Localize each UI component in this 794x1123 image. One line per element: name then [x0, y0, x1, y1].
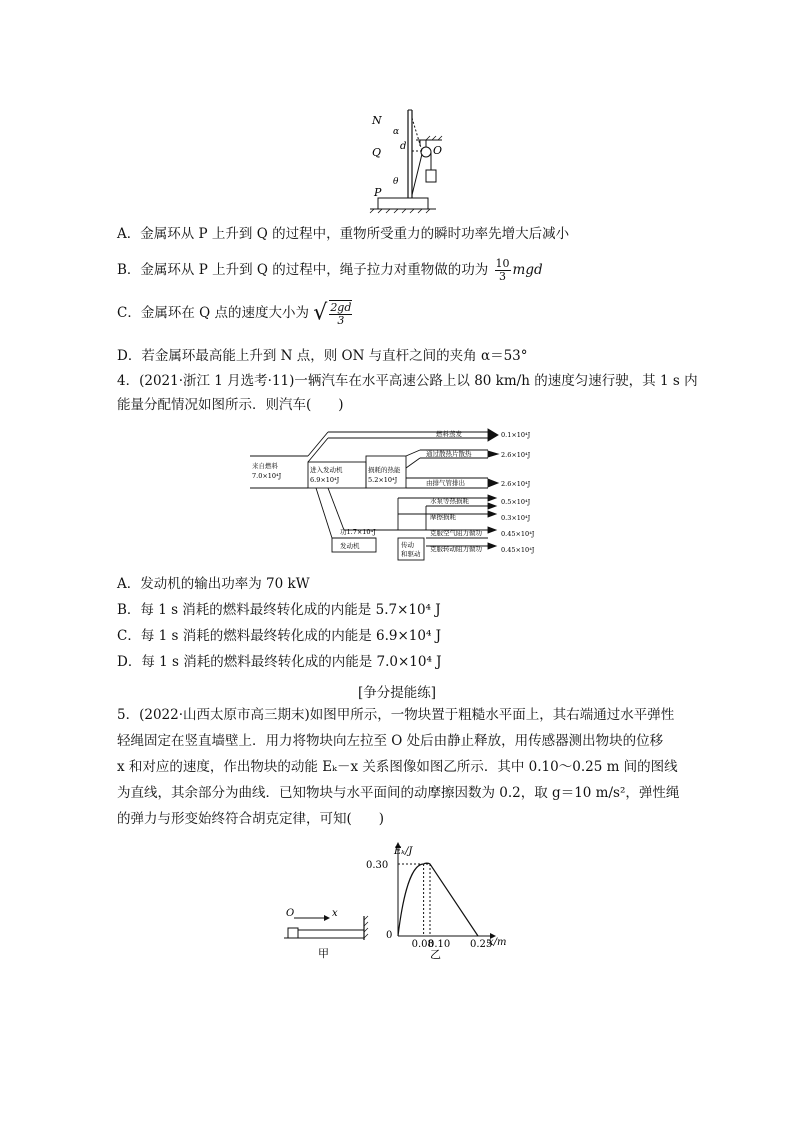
chart-ylabel: Eₖ/J — [394, 846, 413, 857]
flow-heat-loss-label: 损耗的热能 — [368, 466, 401, 474]
q3-option-b — [117, 258, 543, 283]
flow-drive-label-2: 和驱动 — [401, 550, 421, 558]
flow-output-label-3: 由排气管排出 — [426, 479, 465, 487]
q3-option-b-fraction: $\frac{10}{3}$ — [495, 257, 510, 283]
y-tick-label: 0.30 — [366, 860, 389, 871]
q5-stem-3: x 和对应的速度，作出物块的动能 Eₖ－x 关系图像如图乙所示．其中 0.10～0.25 m 间的图线 — [117, 759, 678, 775]
q3-option-d: D．若金属环最高能上升到 N 点，则 ON 与直杆之间的夹角 α＝53° — [117, 348, 528, 364]
label-O: O — [433, 144, 443, 157]
x-tick-label: 0.10 — [428, 939, 451, 950]
fig3-label-x: x — [332, 908, 338, 919]
flow-work-label: 功1.7×10⁴J — [340, 528, 376, 536]
flow-output-value-1: 0.1×10⁴J — [501, 431, 531, 439]
q3-option-a: A．金属环从 P 上升到 Q 的过程中，重物所受重力的瞬时功率先增大后减小 — [117, 226, 570, 242]
flow-output-label-4: 水泵等热损耗 — [430, 497, 469, 505]
flow-drive-label: 传动 — [401, 541, 414, 549]
q4-option-d: D．每 1 s 消耗的燃料最终转化成的内能是 7.0×10⁴ J — [117, 654, 442, 670]
q5-stem-5: 的弹力与形变始终符合胡克定律，可知( ) — [117, 811, 385, 827]
q4-stem-2: 能量分配情况如图所示．则汽车( ) — [117, 397, 344, 413]
label-N: N — [372, 114, 382, 127]
flow-output-value-7: 0.45×10⁴J — [501, 546, 535, 554]
flow-output-label-7: 克服转动阻力做功 — [430, 545, 482, 553]
q3-option-c — [117, 300, 354, 327]
label-Q: Q — [372, 146, 382, 159]
q3-option-c-sqrt: √ $\frac{2gd}{3}$ — [313, 300, 352, 327]
q4-stem-1: 4．(2021·浙江 1 月选考·11)一辆汽车在水平高速公路上以 80 km/h 的速度匀速行驶，其 1 s 内 — [117, 373, 698, 389]
flow-output-value-3: 2.6×10⁴J — [501, 480, 531, 488]
flow-output-value-5: 0.3×10⁴J — [501, 514, 531, 522]
flow-output-value-2: 2.6×10⁴J — [501, 451, 531, 459]
x-tick-label: 0.25 — [470, 939, 493, 950]
rod-pulley-figure — [360, 100, 470, 215]
q5-stem-2: 轻绳固定在竖直墙壁上．用力将物块向左拉至 O 处后由静止释放，用传感器测出物块的位移 — [117, 733, 664, 749]
flow-source-value: 7.0×10⁴J — [252, 472, 282, 480]
label-d: d — [400, 141, 407, 152]
q5-stem-1: 5．(2022·山西太原市高三期末)如图甲所示，一物块置于粗糙水平面上，其右端通过水平弹性 — [117, 707, 675, 723]
flow-engine-in-value: 6.9×10⁴J — [310, 476, 340, 484]
fig3-caption: 甲 — [318, 947, 329, 960]
x-tick-label: 0.08 — [411, 939, 434, 950]
flow-output-value-4: 0.5×10⁴J — [501, 498, 531, 506]
q5-stem-4: 为直线，其余部分为曲线．已知物块与水平面间的动摩擦因数为 0.2，取 g＝10 m/s²，弹性绳 — [117, 785, 680, 801]
chart-origin: 0 — [386, 930, 393, 941]
flow-output-label-6: 克服空气阻力做功 — [430, 529, 482, 537]
block-cord-figure — [280, 900, 370, 960]
label-alpha: α — [393, 127, 400, 137]
q4-option-a: A．发动机的输出功率为 70 kW — [117, 576, 310, 592]
q4-option-c: C．每 1 s 消耗的燃料最终转化成的内能是 6.9×10⁴ J — [117, 628, 442, 644]
flow-output-label-1: 燃料蒸发 — [436, 430, 462, 438]
ek-curve — [398, 863, 478, 936]
flow-output-label-2: 通过散热片散热 — [426, 450, 472, 458]
flow-engine-label: 发动机 — [340, 542, 360, 550]
energy-flow-diagram — [248, 420, 548, 562]
flow-source-label: 来自燃料 — [252, 462, 278, 470]
chart-xlabel: x/m — [488, 937, 507, 948]
flow-output-value-6: 0.45×10⁴J — [501, 530, 535, 538]
flow-output-label-5: 摩擦损耗 — [430, 513, 456, 521]
q3-option-c-text: C．金属环在 Q 点的速度大小为 — [117, 305, 309, 321]
label-theta: θ — [393, 177, 399, 187]
section-heading: [争分提能练] — [357, 685, 437, 701]
flow-heat-loss-value: 5.2×10⁴J — [368, 476, 398, 484]
q4-option-b: B．每 1 s 消耗的燃料最终转化成的内能是 5.7×10⁴ J — [117, 602, 441, 618]
chart-caption: 乙 — [430, 948, 441, 960]
label-P: P — [374, 186, 382, 199]
ek-x-chart — [360, 840, 520, 960]
q3-option-b-var: mgd — [512, 262, 543, 278]
q3-option-b-text: B．金属环从 P 上升到 Q 的过程中，绳子拉力对重物做的功为 — [117, 262, 489, 278]
fig3-label-O: O — [286, 908, 295, 919]
flow-engine-in-label: 进入发动机 — [310, 466, 343, 474]
